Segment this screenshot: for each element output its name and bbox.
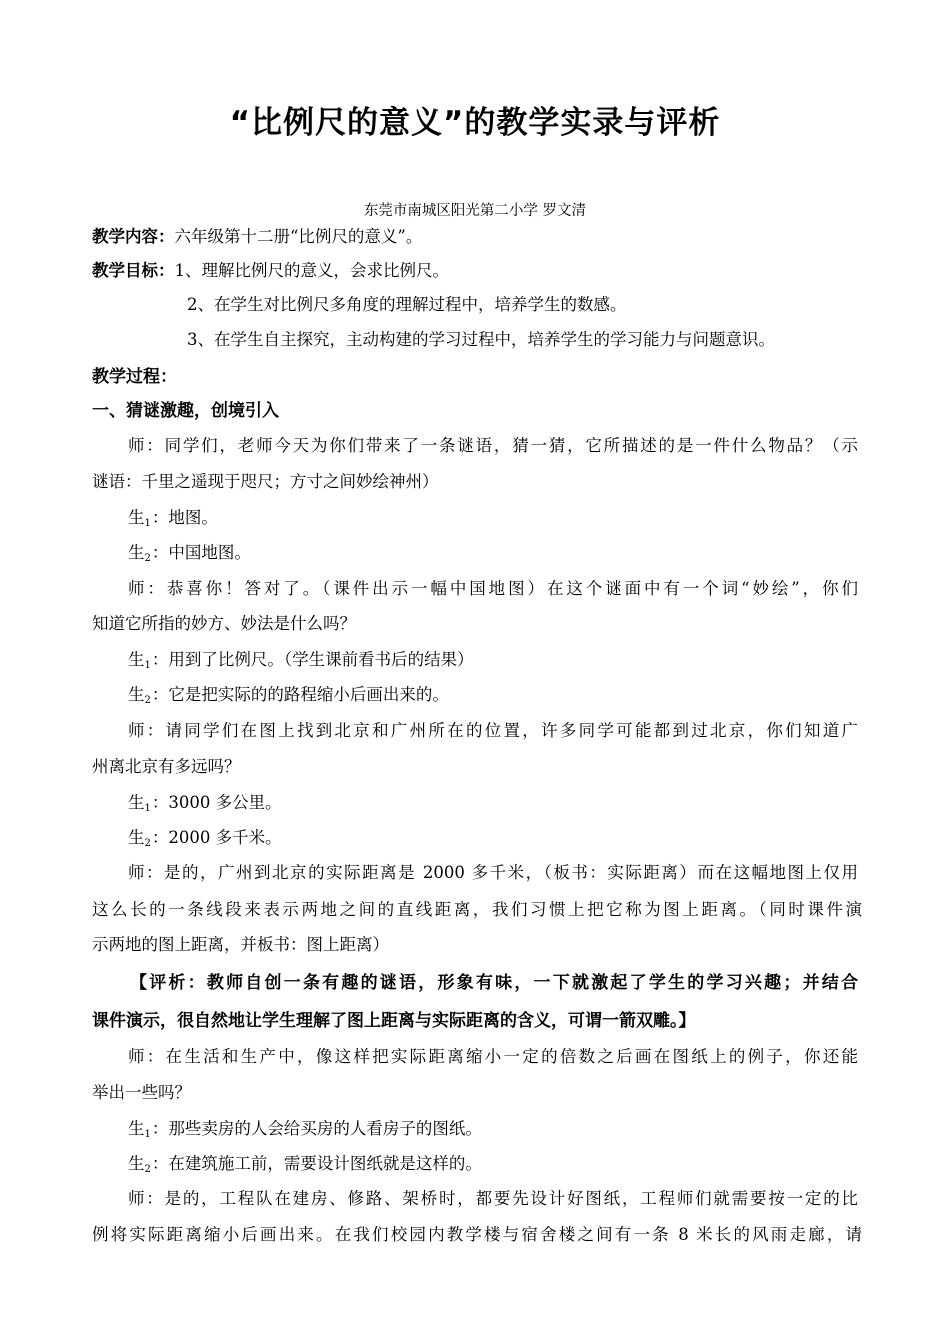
paragraph-line: 例将实际距离缩小后画出来。在我们校园内教学楼与宿舍楼之间有一条 8 米长的风雨走廊，请 <box>92 1225 862 1244</box>
student-answer: 生$_2$：在建筑施工前，需要设计图纸就是这样的。 <box>128 1154 482 1175</box>
author-line: 东莞市南城区阳光第二小学 罗文清 <box>363 203 587 219</box>
paragraph-line: 师：是的，工程队在建房、修路、架桥时，都要先设计好图纸，工程师们就需要按一定的比 <box>128 1189 858 1208</box>
goal-1: 1、理解比例尺的意义，会求比例尺。 <box>174 261 449 280</box>
goal-2: 2、在学生对比例尺多角度的理解过程中，培养学生的数感。 <box>187 295 627 314</box>
paragraph-line: 师：是的，广州到北京的实际距离是 2000 多千米，（板书：实际距离）而在这幅地图上仅用 <box>128 863 858 882</box>
student-answer: 生$_1$：那些卖房的人会给买房的人看房子的图纸。 <box>128 1119 482 1140</box>
paragraph-line: 举出一些吗？ <box>92 1083 191 1102</box>
teaching-goals-label: 教学目标： <box>92 261 175 280</box>
paragraph-line: 师：请同学们在图上找到北京和广州所在的位置，许多同学可能都到过北京，你们知道广 <box>128 721 858 740</box>
student-answer: 生$_2$：2000 多千米。 <box>128 828 282 849</box>
student-answer: 生$_1$：地图。 <box>128 508 218 529</box>
document-title: “比例尺的意义”的教学实录与评析 <box>229 105 721 141</box>
process-heading: 教学过程： <box>92 367 177 387</box>
paragraph-line: 这么长的一条线段来表示两地之间的直线距离，我们习惯上把它称为图上距离。（同时课件演 <box>92 900 862 919</box>
commentary-line: 课件演示，很自然地让学生理解了图上距离与实际距离的含义，可谓一箭双雕。】 <box>92 1011 696 1031</box>
teaching-goals-line <box>92 258 862 284</box>
paragraph-line: 州离北京有多远吗？ <box>92 757 241 776</box>
teaching-content-text: 六年级第十二册“比例尺的意义”。 <box>174 227 423 246</box>
paragraph-line: 知道它所指的妙方、妙法是什么吗？ <box>92 614 356 633</box>
commentary-line: 【评析：教师自创一条有趣的谜语，形象有味，一下就激起了学生的学习兴趣；并结合 <box>130 973 858 993</box>
paragraph-line: 示两地的图上距离，并板书：图上距离） <box>92 935 389 954</box>
student-answer: 生$_1$：用到了比例尺。（学生课前看书后的结果） <box>128 650 474 671</box>
student-answer: 生$_2$：它是把实际的的路程缩小后画出来的。 <box>128 685 449 706</box>
paragraph-line: 谜语：千里之遥现于咫尺；方寸之间妙绘神州） <box>92 472 439 491</box>
goal-3: 3、在学生自主探究，主动构建的学习过程中，培养学生的学习能力与问题意识。 <box>187 330 775 349</box>
section-heading-1: 一、猜谜激趣，创境引入 <box>92 401 279 421</box>
student-answer: 生$_1$：3000 多公里。 <box>128 793 282 814</box>
teaching-content-label: 教学内容： <box>92 227 175 246</box>
paragraph-line: 师：在生活和生产中，像这样把实际距离缩小一定的倍数之后画在图纸上的例子，你还能 <box>128 1047 858 1066</box>
student-answer: 生$_2$：中国地图。 <box>128 543 251 564</box>
teaching-content-line <box>92 224 862 250</box>
paragraph-line: 师：恭喜你！答对了。（课件出示一幅中国地图）在这个谜面中有一个词“妙绘”，你们 <box>128 579 858 598</box>
paragraph-line: 师：同学们，老师今天为你们带来了一条谜语，猜一猜，它所描述的是一件什么物品？（示 <box>128 436 858 455</box>
